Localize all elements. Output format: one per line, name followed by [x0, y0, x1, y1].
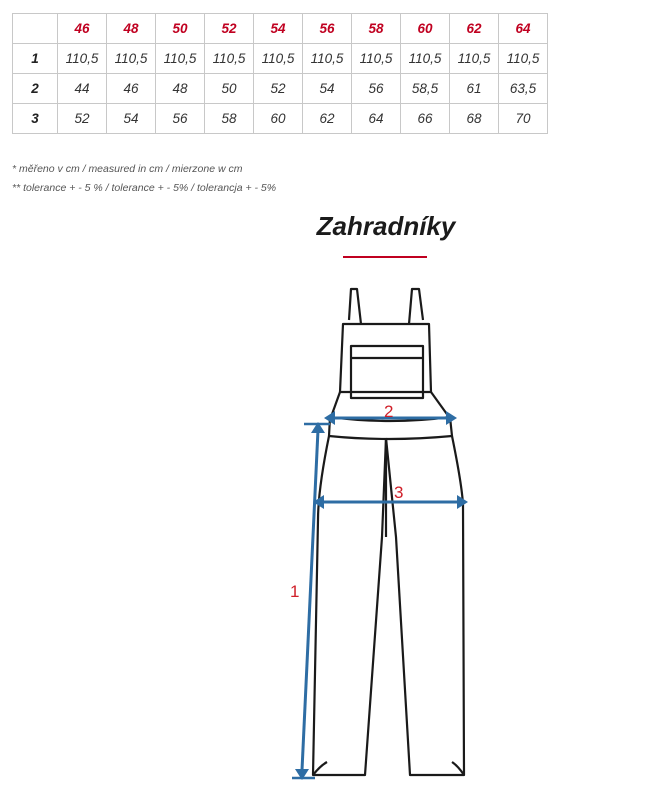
length-label: 1 [290, 582, 300, 601]
table-cell: 70 [499, 104, 548, 134]
overalls-diagram [0, 280, 655, 793]
table-cell: 110,5 [58, 44, 107, 74]
row-label: 2 [13, 74, 58, 104]
table-cell: 56 [156, 104, 205, 134]
overalls-outline [313, 289, 464, 775]
table-cell: 54 [303, 74, 352, 104]
table-cell: 60 [254, 104, 303, 134]
left-leg [313, 436, 386, 775]
table-cell: 62 [303, 104, 352, 134]
table-cell: 44 [58, 74, 107, 104]
table-row [13, 44, 548, 74]
size-header: 62 [450, 14, 499, 44]
table-row [13, 74, 548, 104]
size-header: 48 [107, 14, 156, 44]
table-cell: 54 [107, 104, 156, 134]
waist-label: 2 [384, 402, 394, 421]
chest-pocket [351, 346, 423, 398]
table-cell: 58 [205, 104, 254, 134]
size-header: 56 [303, 14, 352, 44]
size-header: 58 [352, 14, 401, 44]
note-measured: * měřeno v cm / measured in cm / mierzone w cm [12, 163, 243, 175]
table-corner-cell [13, 14, 58, 44]
left-strap [349, 289, 361, 324]
table-cell: 52 [254, 74, 303, 104]
table-cell: 110,5 [352, 44, 401, 74]
table-cell: 48 [156, 74, 205, 104]
right-strap [409, 289, 423, 324]
title-underline [343, 256, 427, 258]
note-tolerance: ** tolerance + - 5 % / tolerance + - 5% / tolerancja + - 5% [12, 182, 277, 194]
table-cell: 110,5 [401, 44, 450, 74]
row-label: 1 [13, 44, 58, 74]
table-cell: 110,5 [156, 44, 205, 74]
table-cell: 52 [58, 104, 107, 134]
size-header: 46 [58, 14, 107, 44]
hip-label: 3 [394, 483, 404, 502]
table-cell: 110,5 [107, 44, 156, 74]
table-cell: 61 [450, 74, 499, 104]
size-header: 54 [254, 14, 303, 44]
size-table [12, 13, 548, 134]
table-cell: 110,5 [303, 44, 352, 74]
size-header: 64 [499, 14, 548, 44]
table-cell: 46 [107, 74, 156, 104]
table-cell: 66 [401, 104, 450, 134]
table-cell: 56 [352, 74, 401, 104]
measure-markers [292, 411, 468, 780]
size-header: 50 [156, 14, 205, 44]
table-cell: 110,5 [254, 44, 303, 74]
page-title: Zahradníky [316, 211, 456, 241]
size-header-row [13, 14, 548, 44]
size-header: 60 [401, 14, 450, 44]
table-cell: 68 [450, 104, 499, 134]
table-cell: 63,5 [499, 74, 548, 104]
size-header: 52 [205, 14, 254, 44]
table-row [13, 104, 548, 134]
table-cell: 64 [352, 104, 401, 134]
table-cell: 50 [205, 74, 254, 104]
table-cell: 110,5 [499, 44, 548, 74]
row-label: 3 [13, 104, 58, 134]
table-cell: 110,5 [450, 44, 499, 74]
measurement-notes [12, 160, 276, 198]
table-cell: 110,5 [205, 44, 254, 74]
table-cell: 58,5 [401, 74, 450, 104]
